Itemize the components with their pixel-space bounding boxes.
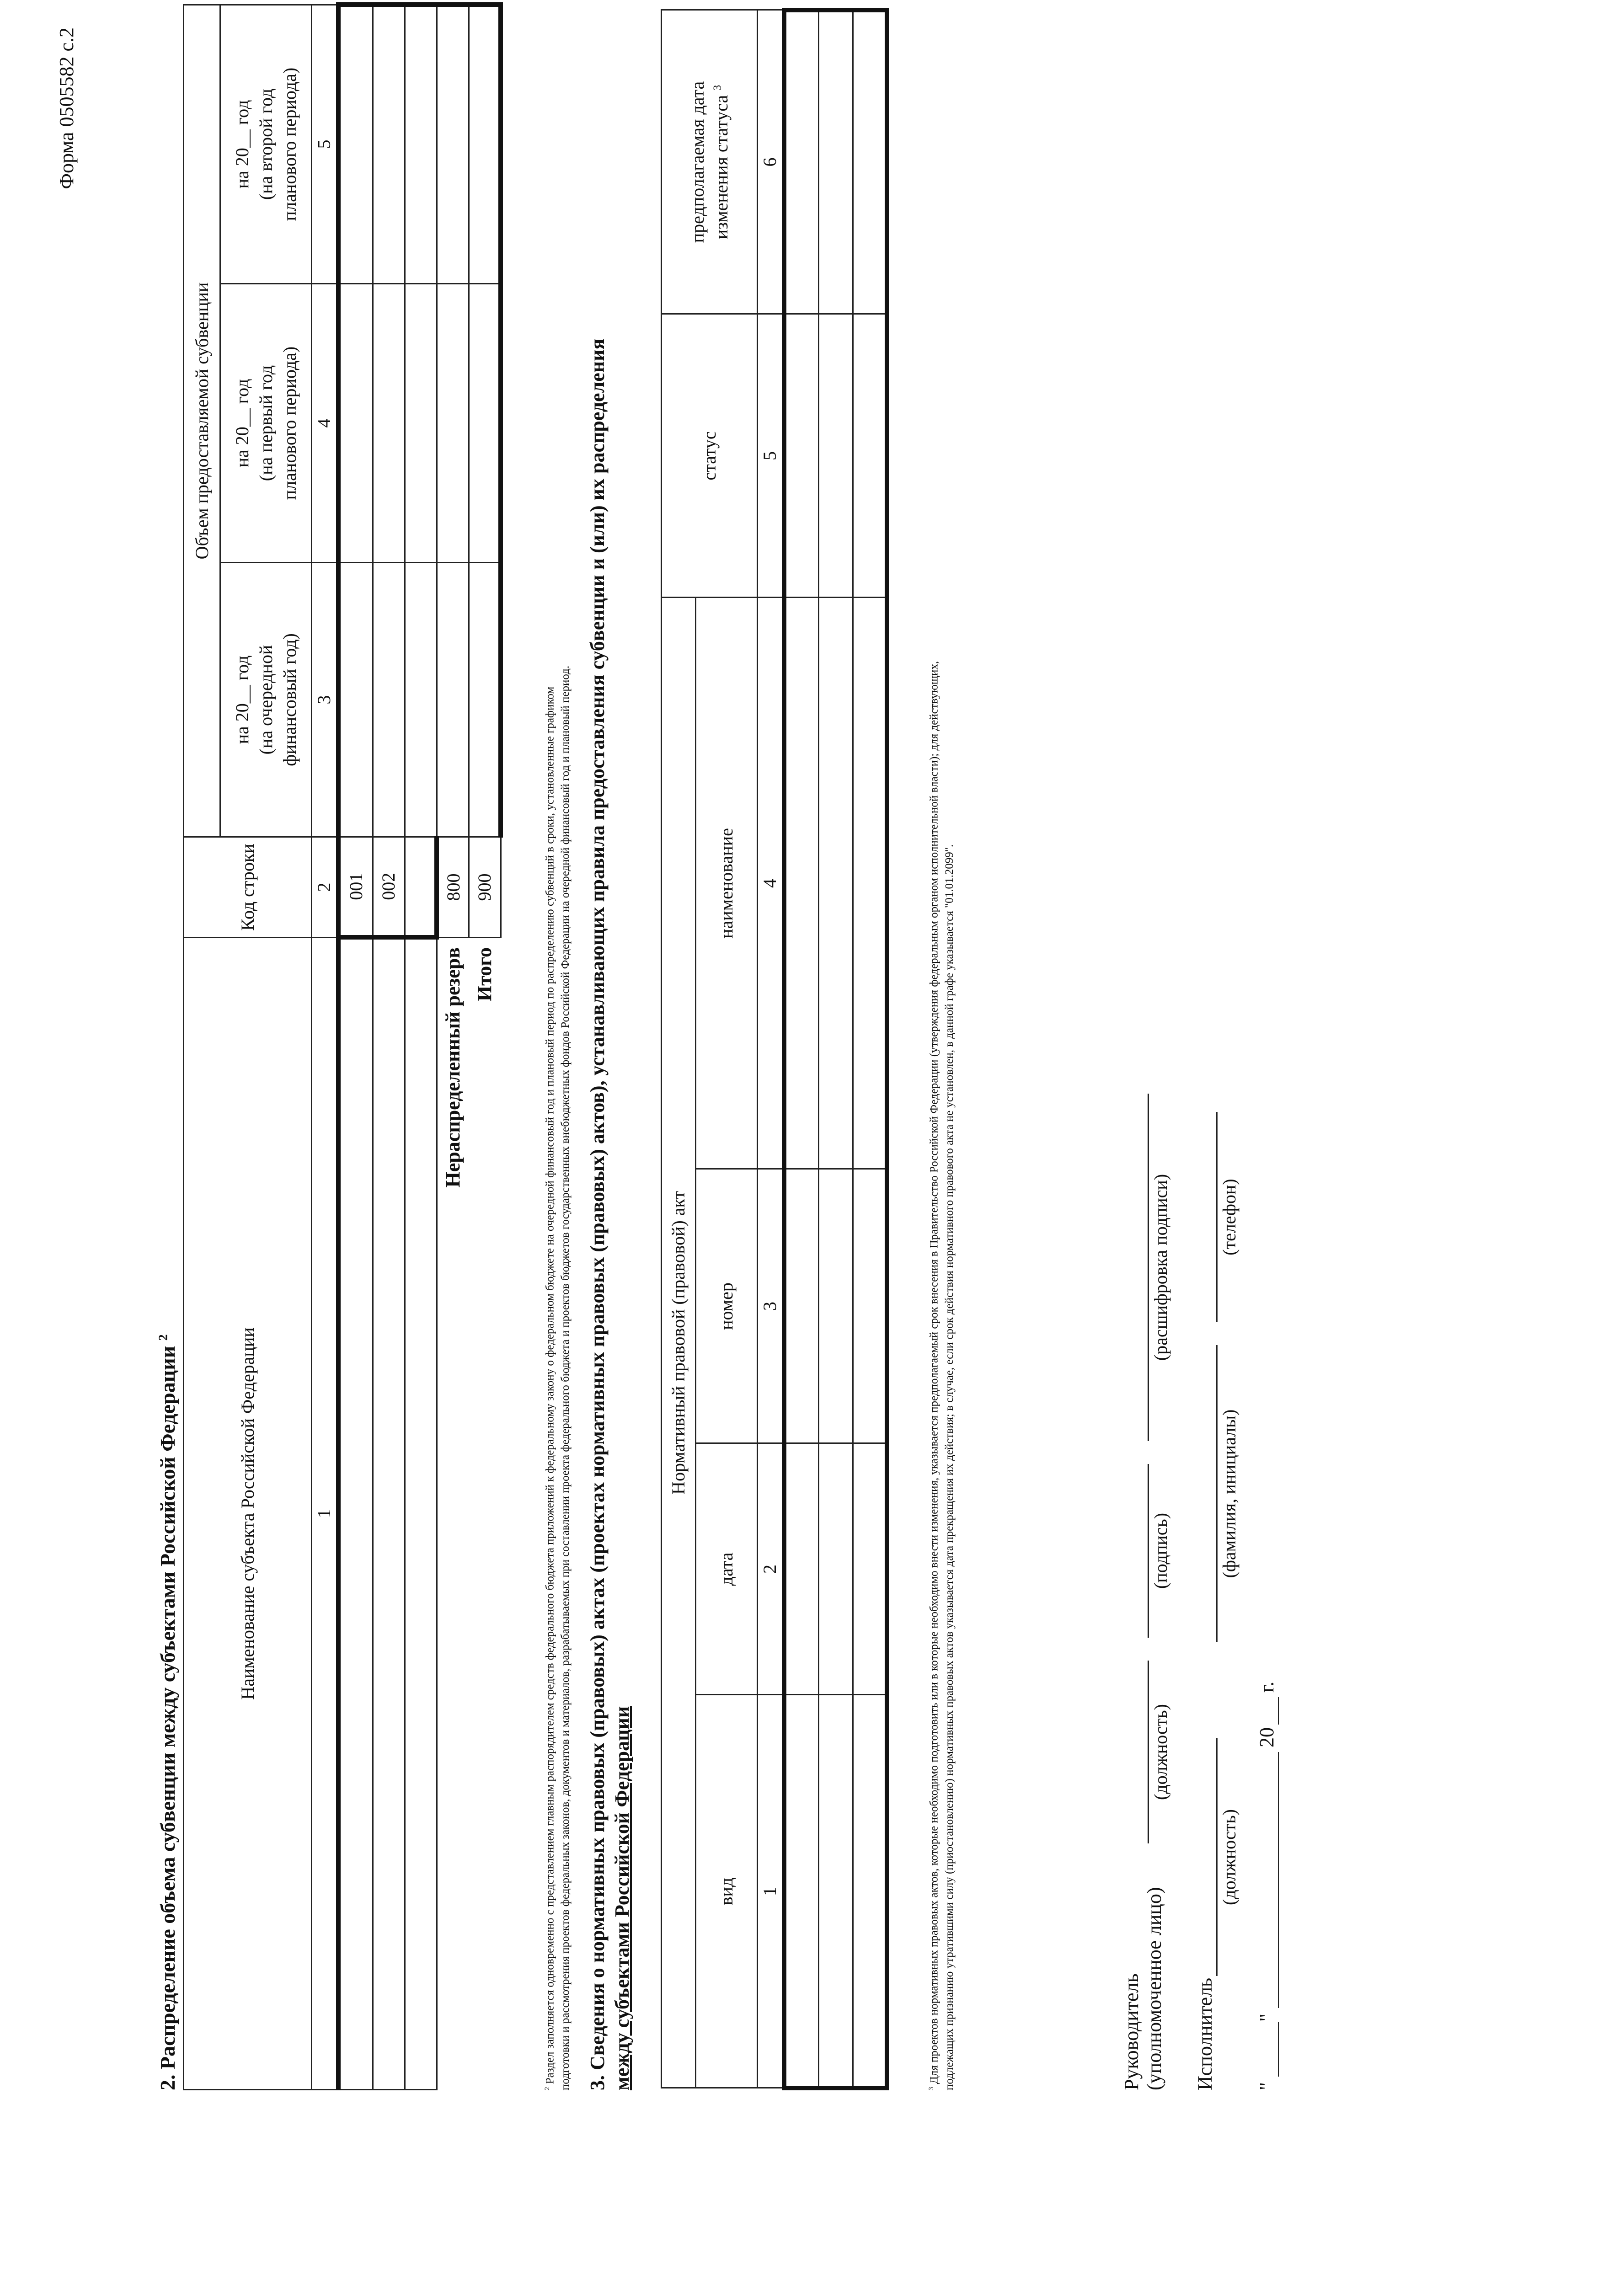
table-row-cell[interactable] (338, 284, 373, 563)
col-number-3: 3 (312, 563, 339, 837)
col-number-4: 4 (312, 284, 339, 563)
table-row-cell[interactable] (338, 563, 373, 837)
head-position-line[interactable] (1148, 1661, 1149, 1843)
footnote-3 (924, 5, 957, 2090)
header-status: статус (662, 314, 758, 598)
footnote-2-line1: Раздел заполняется одновременно с представлением главным распорядителем средств федерального бюджета приложений к федеральному закону о федеральном бюджете на очередной финансовый год и плановый период по распределению субвенций в сроки, установленные графиком (544, 686, 556, 2084)
total-cell[interactable] (469, 563, 501, 837)
reserve-cell[interactable] (437, 563, 469, 837)
table-row-cell[interactable] (818, 598, 853, 1169)
footnote-3-line1: Для проектов нормативных правовых актов, которые необходимо подготовить или в которые необходимо внести изменения, указывается предполагаемый срок внесения в Правительство Российской Федерации (утверждения федеральным органом исполнительной власти); для действующих, (928, 661, 940, 2084)
header-status-date-l1: предполагаемая дата (687, 81, 708, 243)
table-row-subject-name[interactable] (338, 938, 373, 2090)
date-month-line[interactable] (1278, 1752, 1279, 2008)
table-row-cell[interactable] (373, 563, 405, 837)
header-year-plan1-l2: (на первый год (255, 365, 276, 481)
footnote-3-line2: подлежащих признанию утратившими силу (приостановлению) нормативных правовых актов указывается дата прекращения их действия; в случае, если срок действия нормативного правового акта не установлен, в данной графе указывается "01.01.2099". (943, 844, 956, 2090)
header-legal-act: Нормативный правовой (правовой) акт (662, 598, 696, 2088)
total-cell[interactable] (469, 284, 501, 563)
header-status-date-sup: 3 (711, 85, 724, 91)
total-label: Итого (473, 947, 496, 1002)
table-row-cell[interactable] (853, 598, 887, 1169)
header-volume: Объем предоставляемой субвенции (184, 5, 220, 837)
head-signature-line[interactable] (1148, 1464, 1149, 1638)
table-row-subject-name[interactable] (405, 938, 437, 2090)
col-number-4: 4 (758, 598, 785, 1169)
header-date: дата (696, 1443, 758, 1695)
col-number-2: 2 (758, 1443, 785, 1695)
executor-label: Исполнитель (1194, 1977, 1216, 2090)
executor-phone-line[interactable] (1216, 1112, 1218, 1322)
header-year-plan2-l1: на 20__ год (231, 100, 252, 189)
header-kind: вид (696, 1695, 758, 2088)
col-number-2: 2 (312, 837, 339, 938)
col-number-1: 1 (758, 1695, 785, 2088)
table-row-cell[interactable] (784, 1169, 818, 1443)
table-row-cell[interactable] (818, 10, 853, 314)
table-row-cell[interactable] (373, 5, 405, 283)
table-row-subject-name[interactable] (373, 938, 405, 2090)
section3-title (585, 0, 635, 2090)
table-row-cell[interactable] (818, 314, 853, 598)
header-year-plan1-l1: на 20__ год (231, 379, 252, 468)
col-number-3: 3 (758, 1169, 785, 1443)
table-row-cell[interactable] (853, 10, 887, 314)
col-number-1: 1 (312, 938, 339, 2090)
table-row-cell[interactable] (818, 1695, 853, 2088)
col-number-5: 5 (758, 314, 785, 598)
executor-position-caption: (должность) (1219, 1809, 1239, 1905)
header-year-plan1-l3: планового периода) (279, 346, 300, 500)
table-row-cell[interactable] (818, 1443, 853, 1695)
section3-title-l2: между субъектами Российской Федерации (611, 1706, 633, 2090)
table-row-cell[interactable] (784, 314, 818, 598)
table-row-cell[interactable] (405, 5, 437, 283)
section3-title-l1: 3. Сведения о нормативных правовых (правовых) актах (проектах нормативных правовых (правовых) актов), устанавливающих правила предоставления субвенции и (или) их распределения (586, 338, 609, 2090)
head-label-l1: Руководитель (1120, 1973, 1143, 2090)
header-status-date-l2-text: изменения статуса (710, 95, 732, 240)
section2-title (155, 1334, 180, 2090)
date-quote-open: " (1255, 2082, 1278, 2090)
reserve-cell[interactable] (437, 5, 469, 283)
head-decoding-line[interactable] (1148, 1094, 1149, 1441)
header-number: номер (696, 1169, 758, 1443)
legal-acts-table (661, 8, 889, 2090)
form-code: Форма 0505582 с.2 (55, 27, 78, 189)
footnote-2-line2: подготовки и рассмотрения проектов федеральных законов, документов и материалов, разрабатываемых при составлении проекта федерального бюджета и проектов бюджетов государственных внебюджетных фондов Российской Федерации на очередной финансовый год и плановый период. (559, 665, 572, 2090)
reserve-label: Нераспределенный резерв (442, 947, 465, 1188)
table-row-cell[interactable] (784, 598, 818, 1169)
col-number-6: 6 (758, 10, 785, 314)
table-row-code: 002 (373, 837, 405, 938)
total-code: 900 (469, 837, 501, 938)
head-signature-caption: (подпись) (1150, 1512, 1171, 1589)
footnote-2 (540, 5, 573, 2090)
header-year-plan2-l3: планового периода) (279, 67, 300, 221)
header-year-plan1 (220, 284, 312, 563)
header-subject-name: Наименование субъекта Российской Федерации (184, 938, 312, 2090)
table-row-cell[interactable] (784, 1443, 818, 1695)
table-row-cell[interactable] (338, 5, 373, 283)
table-row-cell[interactable] (818, 1169, 853, 1443)
header-status-date-l2 (710, 11, 733, 314)
header-name: наименование (696, 598, 758, 1169)
table-row-cell[interactable] (405, 284, 437, 563)
header-year-plan2 (220, 5, 312, 283)
table-row-cell[interactable] (784, 10, 818, 314)
header-year-plan2-l2: (на второй год (255, 88, 276, 200)
executor-position-line[interactable] (1216, 1738, 1218, 1976)
table-row-code (405, 837, 437, 938)
header-year-current (220, 563, 312, 837)
date-year-suffix: г. (1255, 1681, 1278, 1693)
total-cell[interactable] (469, 5, 501, 283)
section2-title-text: 2. Распределение объема субвенции между субъектами Российской Федерации (156, 1346, 179, 2090)
subsidy-distribution-table (183, 2, 503, 2090)
executor-fio-line[interactable] (1216, 1345, 1218, 1642)
header-year-current-l3: финансовый год) (279, 633, 300, 766)
header-year-current-l2: (на очередной (255, 645, 276, 755)
reserve-code: 800 (437, 837, 469, 938)
head-decoding-caption: (расшифровка подписи) (1150, 1174, 1171, 1361)
table-row-cell[interactable] (405, 563, 437, 837)
head-label (1120, 1887, 1166, 2090)
executor-phone-caption: (телефон) (1219, 1179, 1239, 1255)
footnote-3-sup: 3 (928, 2087, 935, 2090)
date-day-line[interactable] (1278, 2022, 1279, 2077)
header-row-code: Код строки (184, 837, 312, 938)
table-row-cell[interactable] (853, 1695, 887, 2088)
reserve-cell[interactable] (437, 284, 469, 563)
col-number-5: 5 (312, 5, 339, 283)
date-year-line[interactable] (1278, 1697, 1279, 1725)
table-row-cell[interactable] (784, 1695, 818, 2088)
footnote-2-sup: 2 (544, 2087, 551, 2090)
table-row-cell[interactable] (853, 1443, 887, 1695)
date-year-prefix: 20 (1255, 1727, 1278, 1747)
head-label-l2: (уполномоченное лицо) (1143, 1887, 1165, 2090)
executor-fio-caption: (фамилия, инициалы) (1219, 1409, 1239, 1578)
section2-title-sup: 2 (155, 1334, 170, 1341)
table-row-cell[interactable] (373, 284, 405, 563)
date-quote-close: " (1255, 2014, 1278, 2022)
table-row-cell[interactable] (853, 314, 887, 598)
head-position-caption: (должность) (1150, 1704, 1171, 1800)
table-row-code: 001 (338, 837, 373, 938)
header-year-current-l1: на 20__ год (231, 655, 252, 744)
table-row-cell[interactable] (853, 1169, 887, 1443)
header-status-date (662, 10, 758, 314)
